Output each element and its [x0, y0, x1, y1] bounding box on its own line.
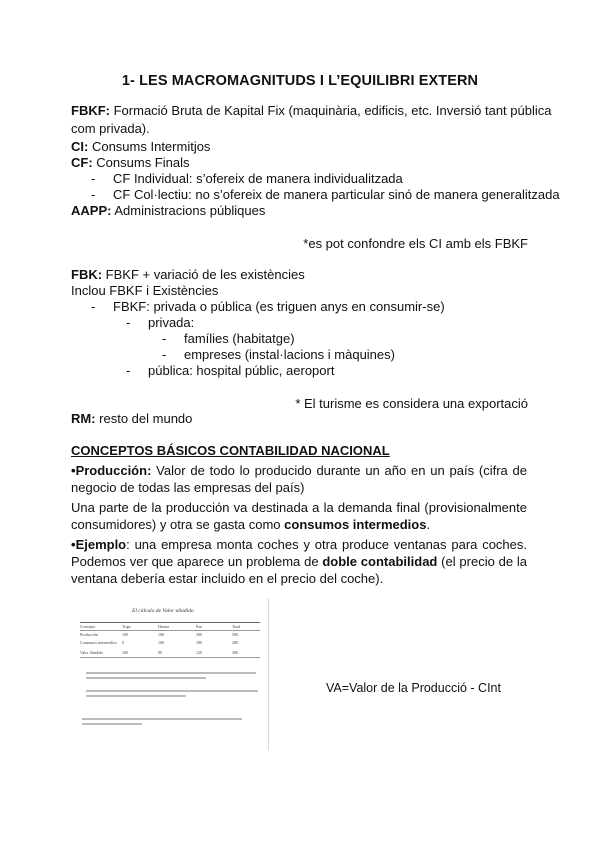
paragraph-ejemplo: •Ejemplo: una empresa monta coches y otra produce ventanas para coches. Podemos ver que aparece un problema de doble contabilidad (el precio de la ventana debería estar incluido en el precio del coche). — [71, 537, 527, 586]
fbkf-text: Formació Bruta de Kapital Fix (maquinària, edificis, etc. Inversió tant pública — [110, 103, 552, 118]
fbk-definition — [71, 267, 305, 283]
ejemplo-term: Ejemplo — [75, 537, 127, 552]
figure-cell: Producción — [80, 632, 99, 637]
rm-definition — [71, 411, 192, 427]
note-turisme: * El turisme es considera una exportació — [295, 396, 528, 411]
cf-individual: CF Individual: s’ofereix de manera individualitzada — [113, 171, 403, 186]
figure-caption: El cálculo de Valor añadido — [132, 608, 194, 614]
va-formula: VA=Valor de la Producció - CInt — [326, 681, 501, 695]
rm-text: resto del mundo — [95, 411, 193, 426]
figure-cell: 180 — [196, 640, 202, 645]
figure-header: Total — [232, 624, 241, 629]
figure-cell: 100 — [122, 632, 128, 637]
figure-cell: Valor Añadido — [80, 650, 104, 655]
aapp-text: Administracions públiques — [111, 203, 266, 218]
figure-header: Pan — [196, 624, 202, 629]
paragraph-demanda: Una parte de la producción va destinada a la demanda final (provisionalmente consumidores) y otra se gasta como consumos intermedios. — [71, 500, 527, 532]
page-title: 1- LES MACROMAGNITUDS I L’EQUILIBRI EXTERN — [121, 73, 479, 89]
fbkf-term: FBKF: — [71, 103, 110, 118]
figure-cell: 100 — [158, 640, 164, 645]
cf-definition — [71, 155, 189, 171]
figure-cell: 580 — [232, 632, 238, 637]
list-item: - CF Col·lectiu: no s’ofereix de manera particular sinó de manera generalitzada — [91, 187, 560, 202]
ci-term: CI: — [71, 139, 89, 154]
fbkf-definition-cont: com privada). — [71, 121, 150, 136]
figure-header: Trigo — [122, 624, 131, 629]
note-ci-fbkf: *es pot confondre els CI amb els FBKF — [303, 236, 528, 251]
figure-header: Harina — [158, 624, 169, 629]
fbkf-definition — [71, 103, 551, 119]
fbk-text: FBKF + variació de les existències — [102, 267, 305, 282]
list-item: - CF Individual: s’ofereix de manera individualitzada — [91, 171, 403, 186]
value-added-figure — [72, 598, 268, 750]
cf-text: Consums Finals — [92, 155, 190, 170]
aapp-term: AAPP: — [71, 203, 112, 218]
section-heading: CONCEPTOS BÁSICOS CONTABILIDAD NACIONAL — [71, 443, 390, 458]
list-item: - FBKF: privada o pública (es triguen anys en consumir-se) — [91, 299, 445, 314]
ci-text: Consums Intermitjos — [88, 139, 211, 154]
rm-term: RM: — [71, 411, 96, 426]
fbk-term: FBK: — [71, 267, 103, 282]
figure-cell: 180 — [158, 632, 164, 637]
figure-cell: 0 — [122, 640, 124, 645]
list-item: - privada: — [126, 315, 195, 330]
cf-collectiu: CF Col·lectiu: no s’ofereix de manera particular sinó de manera generalitzada — [113, 187, 560, 202]
paragraph-produccion: •Producción: Valor de todo lo producido durante un año en un país (cifra de negocio de todas las empresas del país) — [71, 463, 527, 495]
list-item: - empreses (instal·lacions i màquines) — [162, 347, 395, 362]
aapp-definition — [71, 203, 265, 219]
figure-cell: 120 — [196, 650, 202, 655]
figure-cell: 80 — [158, 650, 162, 655]
figure-cell: 300 — [196, 632, 202, 637]
figure-divider — [268, 598, 269, 750]
figure-header: Concepto — [80, 624, 96, 629]
figure-cell: 280 — [232, 640, 238, 645]
cf-term: CF: — [71, 155, 93, 170]
figure-cell: 300 — [232, 650, 238, 655]
list-item: - pública: hospital públic, aeroport — [126, 363, 335, 378]
produccion-term: Producción: — [75, 463, 152, 478]
figure-cell: Consumos intermedios — [80, 640, 117, 645]
list-item: - famílies (habitatge) — [162, 331, 295, 346]
inclou-line: Inclou FBKF i Existències — [71, 283, 219, 298]
ci-definition — [71, 139, 210, 155]
figure-cell: 100 — [122, 650, 128, 655]
